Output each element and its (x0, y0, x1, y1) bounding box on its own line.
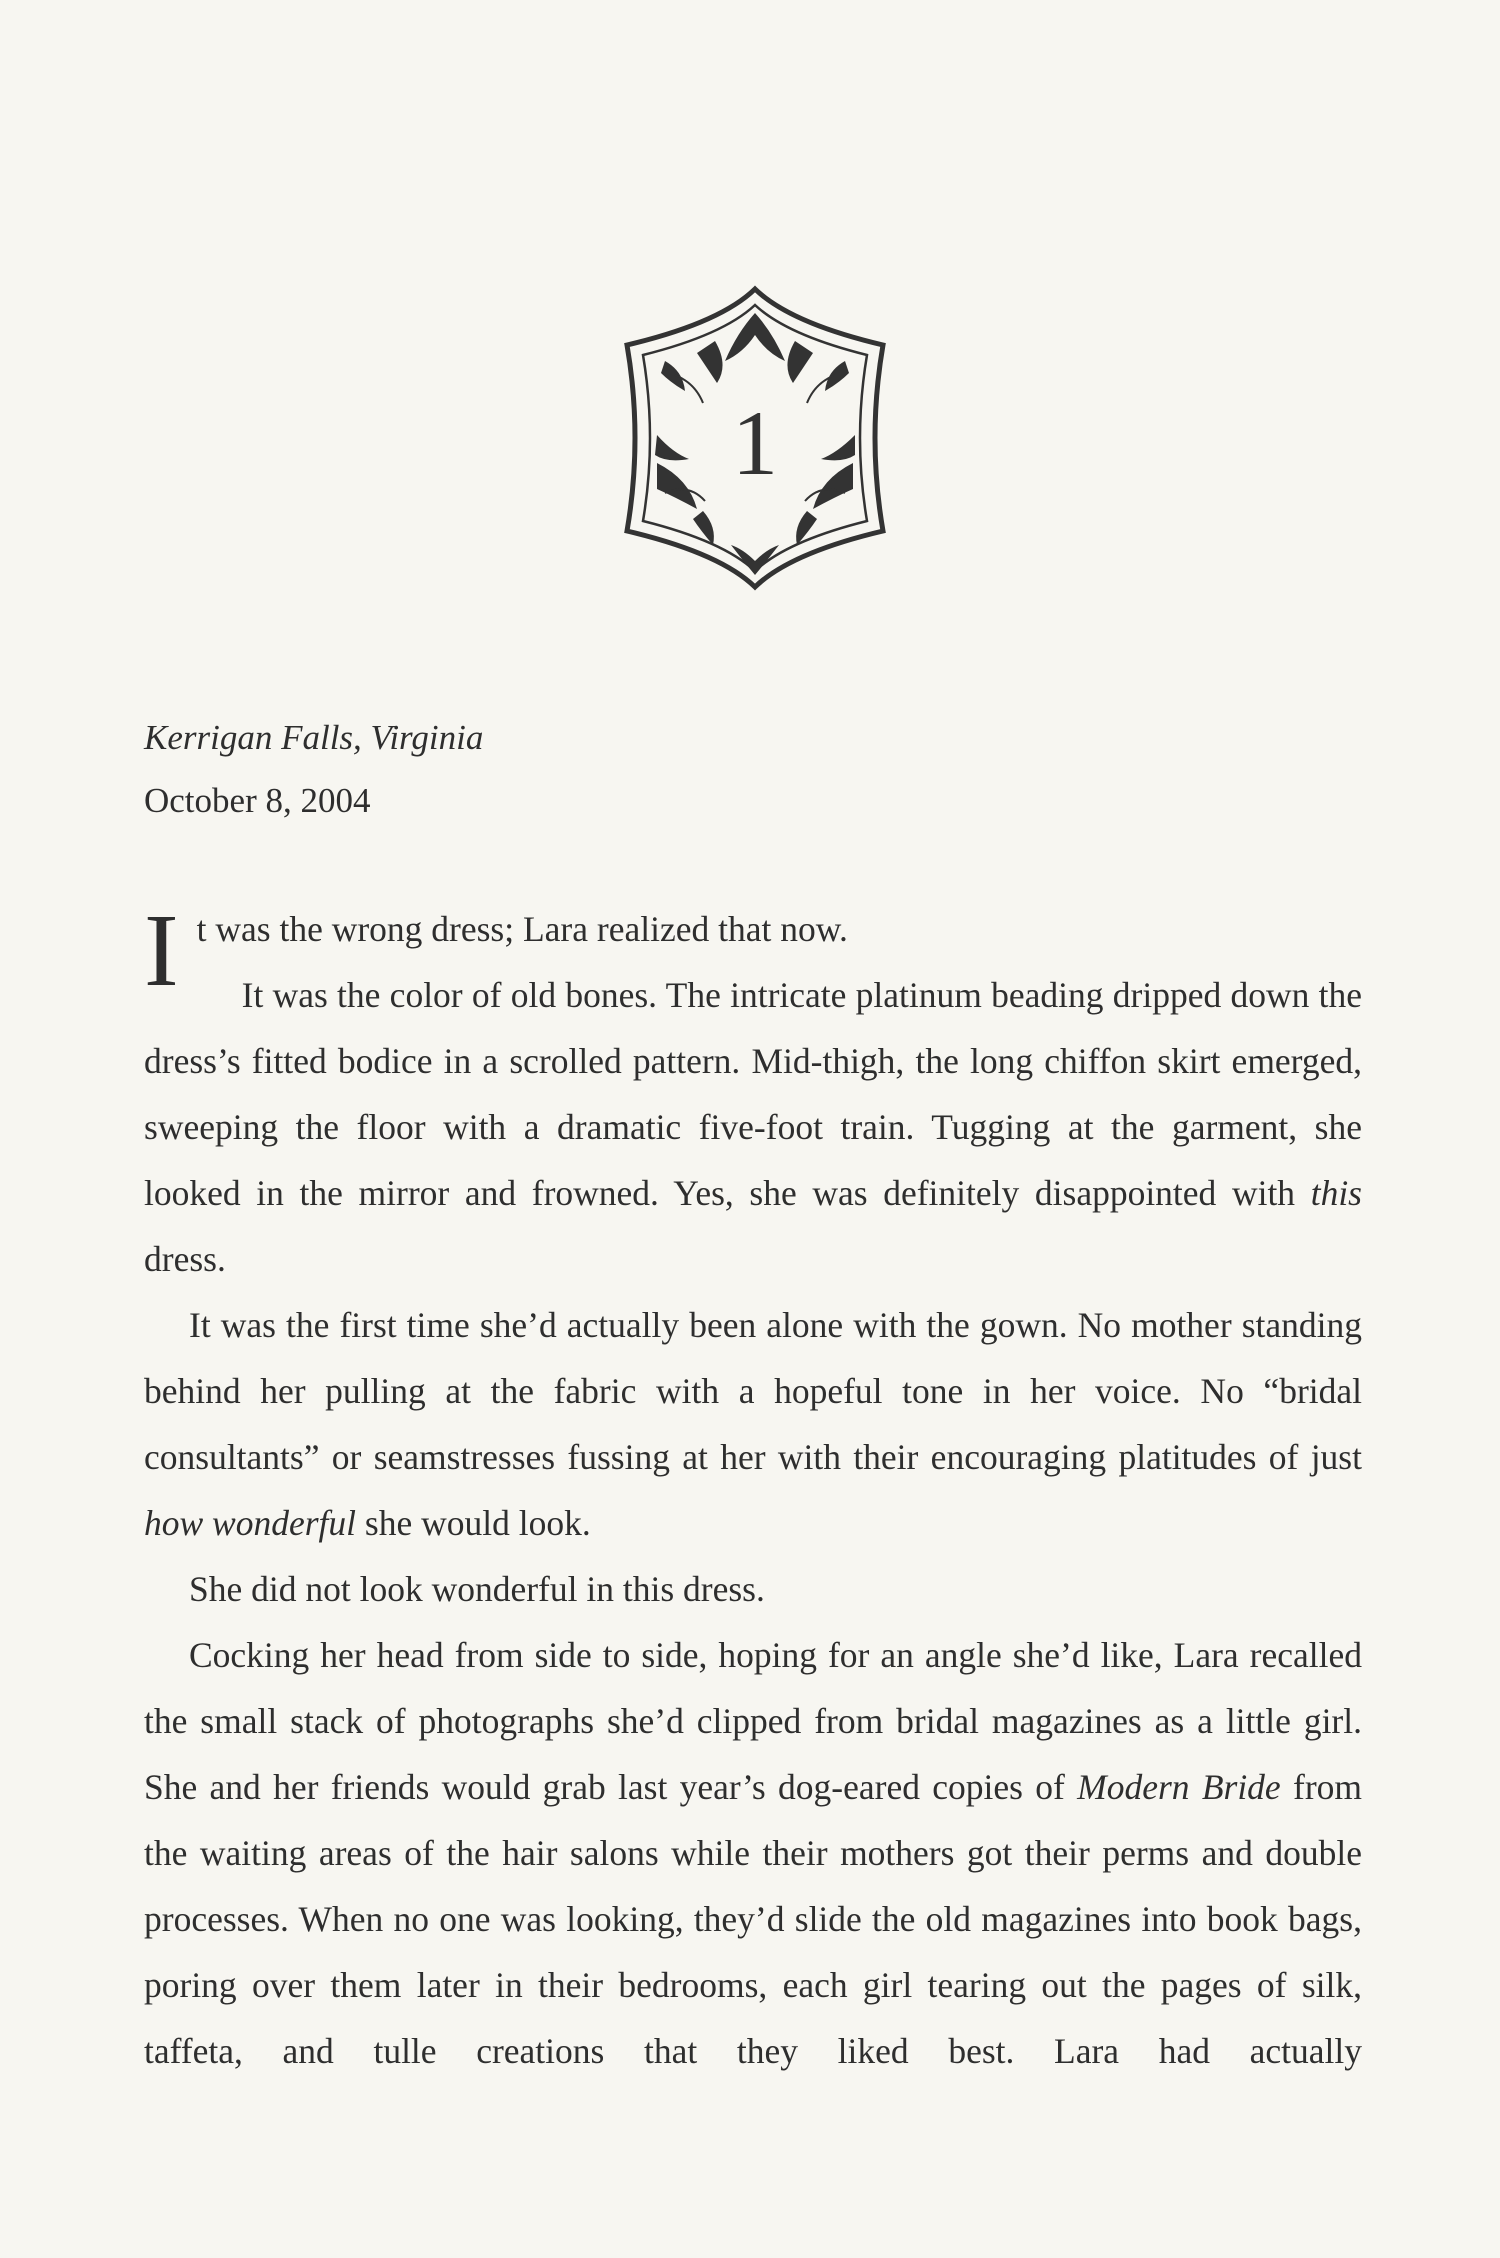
paragraph-text: It was the first time she’d actually been alone with the gown. No mother standing behind her pulling at the fabric with a hopeful tone in her voice. No “bridal consultants” or seamstresses fussing at her with their encouraging platitudes of just (144, 1305, 1362, 1477)
paragraph-text: from the waiting areas of the hair salons while their mothers got their perms and double processes. When no one was looking, they’d slide the old magazines into book bags, poring over them later in their bedrooms, each girl tearing out the pages of silk, taffeta, and tulle creations that they liked best. Lara had actually (144, 1767, 1363, 2071)
paragraph (144, 962, 1362, 1292)
paragraph (144, 1556, 1362, 1622)
chapter-body (144, 893, 1363, 2084)
chapter-ornament (605, 283, 905, 593)
dateline (144, 706, 483, 832)
paragraph (144, 1622, 1362, 2084)
paragraph-text: Cocking her head from side to side, hoping for an angle she’d like, Lara recalled the small stack of photographs she’d clipped from bridal magazines as a little girl. She and her friends would grab last year’s dog-eared copies of (144, 1635, 1362, 1807)
paragraph-text: t was the wrong dress; Lara realized that now. (196, 909, 848, 949)
paragraph-text: It was the color of old bones. The intricate platinum beading dripped down the dress’s fitted bodice in a scrolled pattern. Mid-thigh, the long chiffon skirt emerged, sweeping the floor with a dramatic five-foot train. Tugging at the garment, she looked in the mirror and frowned. Yes, she was definitely disappointed with (144, 975, 1362, 1213)
paragraph (144, 893, 1362, 1008)
emphasis-text: how wonderful (144, 1503, 357, 1543)
emphasis-text: Modern Bride (1077, 1767, 1281, 1807)
chapter-number: 1 (732, 392, 778, 494)
paragraph-text: dress. (144, 1239, 226, 1279)
paragraph (144, 1292, 1362, 1556)
paragraph-text: she would look. (356, 1503, 591, 1543)
dateline-place: Kerrigan Falls, Virginia (144, 718, 484, 757)
dateline-date: October 8, 2004 (144, 781, 371, 820)
emphasis-text: this (1310, 1173, 1362, 1213)
drop-cap: I (144, 893, 179, 1008)
paragraph-text: She did not look wonderful in this dress. (189, 1569, 765, 1609)
